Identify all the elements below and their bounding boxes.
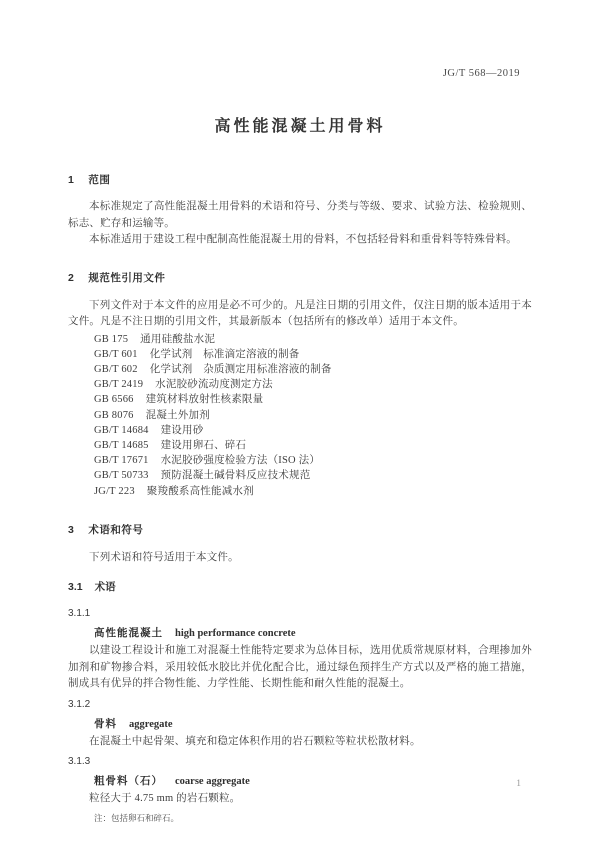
- references-intro: 下列文件对于本文件的应用是必不可少的。凡是注日期的引用文件，仅注日期的版本适用于本文件。凡是不注日期的引用文件，其最新版本（包括所有的修改单）适用于本文件。: [68, 299, 532, 327]
- reference-code: GB 6566: [94, 394, 134, 406]
- reference-item: [68, 347, 532, 362]
- term-title: [68, 714, 532, 733]
- reference-title: 建设用砂: [160, 424, 204, 436]
- document-title: 高性能混凝土用骨料: [214, 118, 386, 135]
- reference-title: 建筑材料放射性核素限量: [145, 394, 264, 406]
- section-scope-heading: [68, 172, 532, 187]
- terms-intro: 下列术语和符号适用于本文件。: [89, 551, 239, 563]
- subsection-terms-heading: [68, 579, 532, 594]
- term-name-zh: 高性能混凝土: [94, 627, 163, 640]
- term-name-zh: 粗骨料（石）: [94, 775, 163, 788]
- page-number: 1: [516, 779, 521, 789]
- reference-title: 建设用卵石、碎石: [160, 439, 247, 451]
- reference-code: GB/T 14684: [94, 424, 149, 436]
- reference-title: 混凝土外加剂: [145, 409, 210, 421]
- reference-code: GB/T 2419: [94, 379, 144, 391]
- reference-title: 水泥胶砂强度检验方法（ISO 法）: [160, 455, 321, 467]
- reference-item: [68, 392, 532, 407]
- term-note: 注：包括卵石和碎石。: [94, 812, 180, 823]
- reference-title: 聚羧酸系高性能减水剂: [146, 485, 254, 497]
- reference-title: 化学试剂 标准滴定溶液的制备: [149, 348, 300, 360]
- reference-title: 通用硅酸盐水泥: [140, 333, 216, 345]
- reference-item: [68, 484, 532, 499]
- term-title: [68, 623, 532, 642]
- subsection-number: 3.1: [68, 581, 83, 594]
- reference-item: [68, 423, 532, 438]
- scope-paragraph-2: 本标准适用于建设工程中配制高性能混凝土用的骨料，不包括轻骨料和重骨料等特殊骨料。: [89, 234, 517, 245]
- reference-item: [68, 468, 532, 483]
- reference-item: [68, 408, 532, 423]
- section-number: 3: [68, 523, 75, 536]
- scope-paragraph-1: 本标准规定了高性能混凝土用骨料的术语和符号、分类与等级、要求、试验方法、检验规则、标志、贮存和运输等。: [68, 201, 532, 229]
- term-name-zh: 骨料: [94, 717, 117, 730]
- section-title: 术语和符号: [88, 523, 144, 536]
- section-title: 规范性引用文件: [88, 271, 166, 284]
- page-content: [68, 68, 532, 826]
- term-name-en: coarse aggregate: [175, 776, 250, 788]
- section-terms-heading: [68, 522, 532, 537]
- term-title: [68, 771, 532, 790]
- term-entry: [68, 605, 532, 693]
- reference-title: 预防混凝土碱骨料反应技术规范: [160, 470, 311, 482]
- reference-item: [68, 332, 532, 347]
- section-number: 2: [68, 271, 75, 284]
- term-number: 3.1.1: [68, 608, 91, 620]
- term-number: 3.1.3: [68, 756, 91, 768]
- reference-item: [68, 377, 532, 392]
- reference-title: 化学试剂 杂质测定用标准溶液的制备: [149, 363, 332, 375]
- reference-title: 水泥胶砂流动度测定方法: [155, 379, 273, 391]
- reference-code: GB/T 601: [94, 348, 138, 360]
- reference-code: GB/T 50733: [94, 470, 149, 482]
- term-name-en: high performance concrete: [175, 628, 296, 640]
- term-entry: [68, 696, 532, 751]
- term-number: 3.1.2: [68, 698, 91, 710]
- subsection-title: 术语: [94, 581, 116, 594]
- reference-list: [68, 332, 532, 499]
- section-title: 范围: [88, 174, 111, 186]
- reference-code: GB 8076: [94, 409, 134, 421]
- section-references-heading: [68, 270, 532, 285]
- reference-item: [68, 453, 532, 468]
- term-entry: [68, 753, 532, 826]
- reference-code: GB/T 14685: [94, 439, 149, 451]
- reference-code: GB 175: [94, 333, 129, 345]
- term-definition: 在混凝土中起骨架、填充和稳定体积作用的岩石颗粒等粒状松散材料。: [89, 735, 421, 747]
- standard-code: JG/T 568—2019: [442, 68, 520, 79]
- reference-code: GB/T 17671: [94, 455, 149, 467]
- reference-item: [68, 438, 532, 453]
- term-name-en: aggregate: [129, 718, 173, 730]
- reference-code: GB/T 602: [94, 363, 138, 375]
- term-definition: 以建设工程设计和施工对混凝土性能特定要求为总体目标，选用优质常规原材料，合理掺加外加剂和矿物掺合料，采用较低水胶比并优化配合比，通过绿色预拌生产方式以及严格的施工措施，制成具有优异的拌合物性能、力学性能、长期性能和耐久性能的混凝土。: [68, 645, 532, 690]
- term-definition: 粒径大于 4.75 mm 的岩石颗粒。: [89, 793, 241, 805]
- section-number: 1: [68, 174, 75, 186]
- reference-item: [68, 362, 532, 377]
- reference-code: JG/T 223: [94, 485, 135, 497]
